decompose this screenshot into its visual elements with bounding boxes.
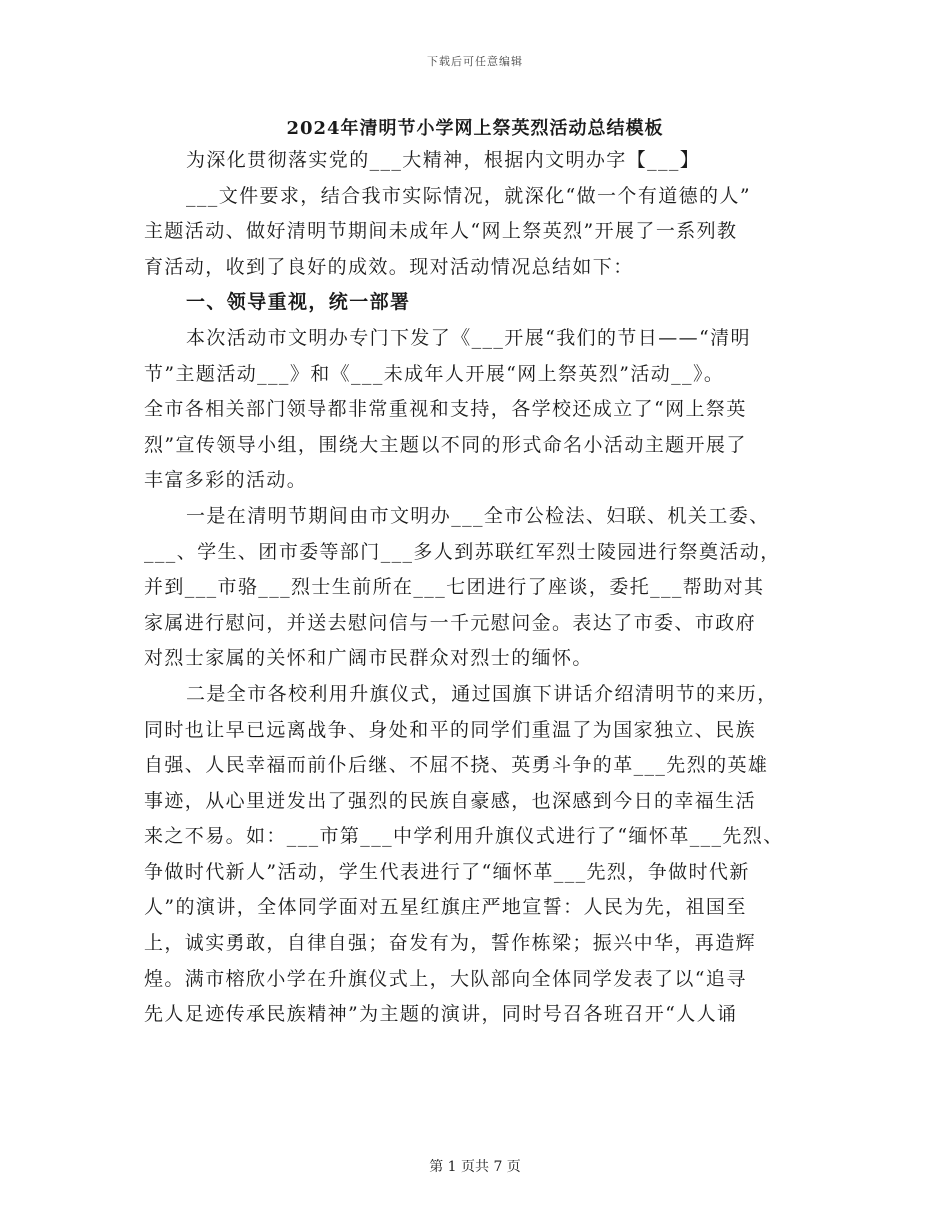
- header-note: 下载后可任意编辑: [427, 55, 523, 68]
- body-line: 人”的演讲，全体同学面对五星红旗庄严地宣誓：人民为先，祖国至: [144, 896, 747, 919]
- body-line: 全市各相关部门领导都非常重视和支持，各学校还成立了“网上祭英: [144, 398, 747, 421]
- body-line: 对烈士家属的关怀和广阔市民群众对烈士的缅怀。: [144, 647, 593, 670]
- body-line: 争做时代新人”活动，学生代表进行了“缅怀革___先烈，争做时代新: [144, 860, 750, 883]
- document-title: 2024年清明节小学网上祭英烈活动总结模板: [286, 118, 664, 139]
- body-line: 先人足迹传承民族精神”为主题的演讲，同时号召各班召开“人人诵: [144, 1003, 738, 1026]
- body-line: 上，诚实勇敢，自律自强；奋发有为，誓作栋梁；振兴中华，再造辉: [144, 932, 757, 955]
- body-line: ___、学生、团市委等部门___多人到苏联红军烈士陵园进行祭奠活动，: [144, 540, 781, 563]
- body-line: 二是全市各校利用升旗仪式，通过国旗下讲话介绍清明节的来历，: [186, 682, 778, 705]
- body-line: 本次活动市文明办专门下发了《___开展“我们的节日——“清明: [186, 326, 751, 349]
- body-line: 丰富多彩的活动。: [144, 469, 308, 492]
- body-line: 烈”宣传领导小组，围绕大主题以不同的形式命名小活动主题开展了: [144, 433, 747, 456]
- body-line: 同时也让早已远离战争、身处和平的同学们重温了为国家独立、民族: [144, 718, 757, 741]
- body-line: 来之不易。如：___市第___中学利用升旗仪式进行了“缅怀革___先烈、: [144, 825, 784, 848]
- body-line: 一是在清明节期间由市文明办___全市公检法、妇联、机关工委、: [186, 504, 770, 527]
- body-line: ___文件要求，结合我市实际情况，就深化“做一个有道德的人”: [186, 184, 751, 207]
- body-line: 自强、人民幸福而前仆后继、不屈不挠、英勇斗争的革___先烈的英雄: [144, 754, 769, 777]
- body-line: 煌。满市榕欣小学在升旗仪式上，大队部向全体同学发表了以“追寻: [144, 967, 747, 990]
- body-line: 主题活动、做好清明节期间未成年人“网上祭英烈”开展了一系列教: [144, 220, 738, 243]
- body-line: 事迹，从心里迸发出了强烈的民族自豪感，也深感到今日的幸福生活: [144, 789, 757, 812]
- section-heading: 一、领导重视，统一部署: [186, 291, 411, 314]
- body-line: 并到___市骆___烈士生前所在___七团进行了座谈，委托___帮助对其: [144, 576, 765, 599]
- document-body: [144, 143, 824, 1033]
- body-line: 育活动，收到了良好的成效。现对活动情况总结如下：: [144, 255, 634, 278]
- page-footer: 第 1 页共 7 页: [429, 1159, 521, 1175]
- body-line: 为深化贯彻落实党的___大精神，根据内文明办字【___】: [186, 149, 701, 171]
- body-line: 家属进行慰问，并送去慰问信与一千元慰问金。表达了市委、市政府: [144, 611, 757, 634]
- body-line: 节”主题活动___》和《___未成年人开展“网上祭英烈”活动__》。: [144, 362, 725, 385]
